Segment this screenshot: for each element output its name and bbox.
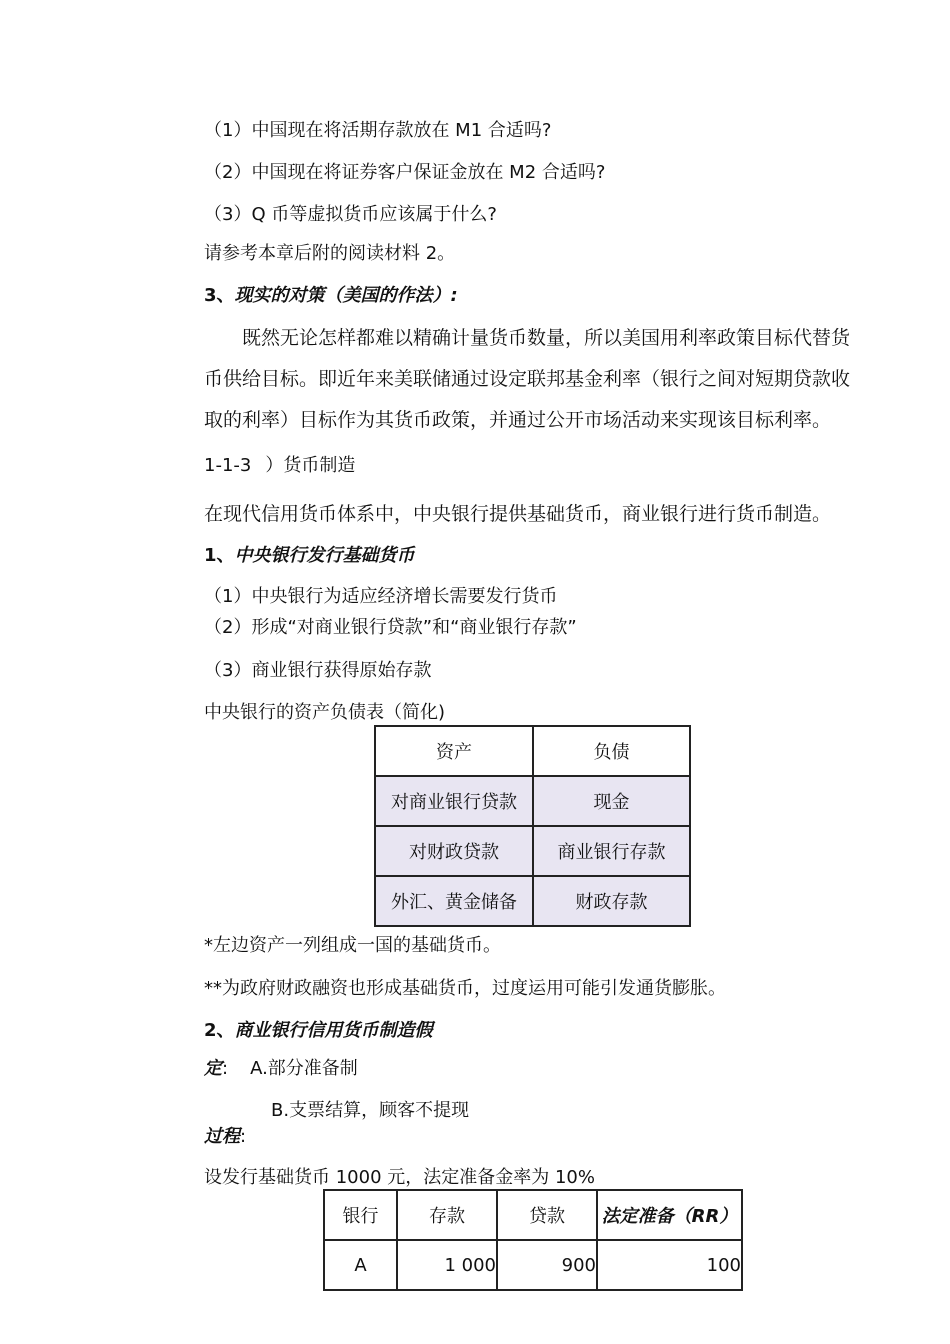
subsection-heading xyxy=(204,457,355,475)
assumption-label: 定 xyxy=(204,1058,222,1079)
table-row xyxy=(324,1240,742,1290)
section-1-title: 中央银行发行基础货币 xyxy=(234,545,415,566)
question-3: （3）Q 币等虚拟货币应该属于什么? xyxy=(204,204,497,225)
reference-line: 请参考本章后附的阅读材料 2。 xyxy=(204,243,456,264)
table-cell: 现金 xyxy=(533,776,690,826)
header-cell-deposit: 存款 xyxy=(397,1190,497,1240)
section-3-heading xyxy=(204,287,458,305)
subsection-title: ）货币制造 xyxy=(265,455,356,476)
assumption-colon: : xyxy=(222,1058,229,1079)
header-cell-assets: 资产 xyxy=(375,726,533,776)
section-2-number: 2、 xyxy=(204,1020,235,1041)
header-cell-loan: 贷款 xyxy=(497,1190,597,1240)
table-cell: 1 000 xyxy=(397,1240,497,1290)
table-cell: 商业银行存款 xyxy=(533,826,690,876)
section-3-number: 3、 xyxy=(204,285,235,306)
section-2-heading xyxy=(204,1022,433,1040)
setup-line: 设发行基础货币 1000 元，法定准备金率为 10% xyxy=(204,1167,595,1188)
question-2: （2）中国现在将证券客户保证金放在 M2 合适吗? xyxy=(204,162,606,183)
process-line xyxy=(204,1128,246,1146)
section-1-item: （3）商业银行获得原始存款 xyxy=(204,660,432,681)
header-cell-liabilities: 负债 xyxy=(533,726,690,776)
balance-sheet-table xyxy=(374,725,691,927)
section-1-number: 1、 xyxy=(204,545,235,566)
table-header-row xyxy=(324,1190,742,1240)
table-row xyxy=(375,876,690,926)
process-label: 过程 xyxy=(204,1126,240,1147)
section-1-item: （2）形成“对商业银行贷款”和“商业银行存款” xyxy=(204,617,577,638)
assumption-line xyxy=(204,1060,358,1078)
note-1: *左边资产一列组成一国的基础货币。 xyxy=(204,935,501,956)
section-3-title: 现实的对策（美国的作法）: xyxy=(234,285,458,306)
table-cell: 外汇、黄金储备 xyxy=(375,876,533,926)
bank-table xyxy=(323,1189,743,1291)
table-cell: 对商业银行贷款 xyxy=(375,776,533,826)
balance-sheet-caption: 中央银行的资产负债表（简化) xyxy=(204,702,446,723)
table-row xyxy=(375,776,690,826)
table-cell: 900 xyxy=(497,1240,597,1290)
subsection-number: 1-1-3 xyxy=(204,455,252,476)
header-cell-bank: 银行 xyxy=(324,1190,397,1240)
section-1-item: （1）中央银行为适应经济增长需要发行货币 xyxy=(204,586,558,607)
table-header-row xyxy=(375,726,690,776)
table-cell: 100 xyxy=(597,1240,742,1290)
section-3-paragraph: 既然无论怎样都难以精确计量货币数量，所以美国用利率政策目标代替货币供给目标。即近年来美联储通过设定联邦基金利率（银行之间对短期贷款收取的利率）目标作为其货币政策，并通过公开市场活动来实现该目标利率。 xyxy=(204,327,851,431)
assumption-b: B.支票结算，顾客不提现 xyxy=(271,1100,470,1121)
table-cell: 财政存款 xyxy=(533,876,690,926)
question-1: （1）中国现在将活期存款放在 M1 合适吗? xyxy=(204,120,552,141)
section-2-title: 商业银行信用货币制造假 xyxy=(234,1020,433,1041)
section-1-heading xyxy=(204,547,415,565)
intro-line: 在现代信用货币体系中，中央银行提供基础货币，商业银行进行货币制造。 xyxy=(204,503,832,525)
note-2: **为政府财政融资也形成基础货币，过度运用可能引发通货膨胀。 xyxy=(204,978,726,999)
header-cell-required-reserve: 法定准备（RR） xyxy=(597,1190,742,1240)
process-colon: : xyxy=(240,1126,247,1147)
table-cell: 对财政贷款 xyxy=(375,826,533,876)
table-row xyxy=(375,826,690,876)
assumption-a: A.部分准备制 xyxy=(250,1058,358,1079)
table-cell: A xyxy=(324,1240,397,1290)
